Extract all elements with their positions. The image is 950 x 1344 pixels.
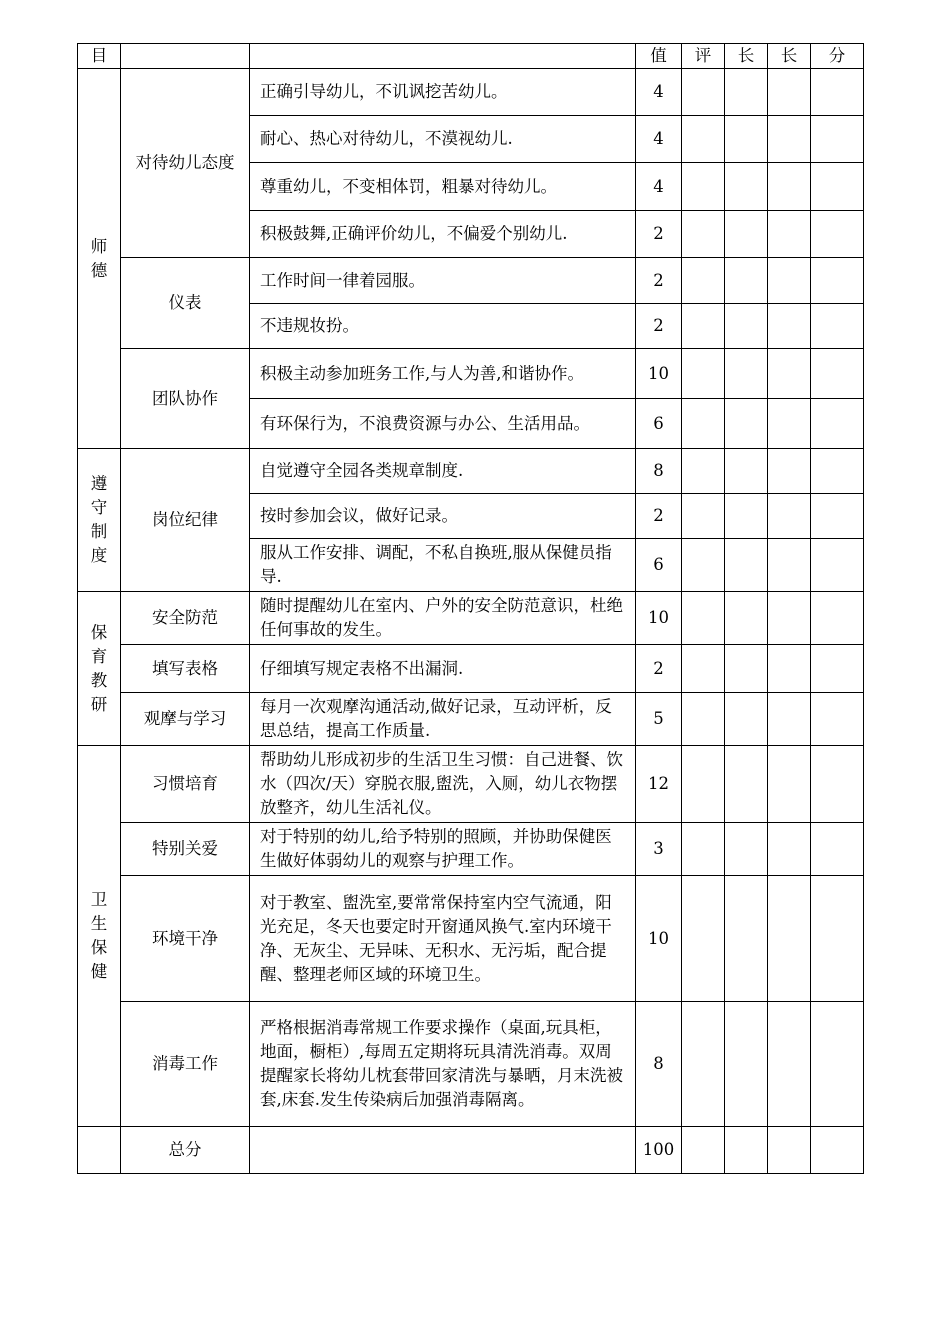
self-eval-cell[interactable]	[682, 211, 725, 258]
score-cell: 3	[636, 823, 682, 876]
leader-eval-cell[interactable]	[725, 163, 768, 211]
self-eval-cell[interactable]	[682, 1002, 725, 1127]
self-eval-cell[interactable]	[682, 693, 725, 746]
criteria-cell: 对于教室、盥洗室,要常常保持室内空气流通，阳光充足，冬天也要定时开窗通风换气.室内环境干净、无灰尘、无异味、无积水、无污垢，配合提醒、整理老师区域的环境卫生。	[250, 876, 636, 1002]
criteria-cell: 每月一次观摩沟通活动,做好记录，互动评析，反思总结，提高工作质量.	[250, 693, 636, 746]
self-eval-cell[interactable]	[682, 1127, 725, 1174]
final-score-cell[interactable]	[811, 349, 864, 399]
self-eval-cell[interactable]	[682, 258, 725, 304]
criteria-cell: 对于特别的幼儿,给予特别的照顾，并协助保健医生做好体弱幼儿的观察与护理工作。	[250, 823, 636, 876]
criteria-cell: 随时提醒幼儿在室内、户外的安全防范意识，杜绝任何事故的发生。	[250, 592, 636, 645]
table-row	[78, 645, 864, 693]
final-score-cell[interactable]	[811, 116, 864, 163]
final-score-cell[interactable]	[811, 823, 864, 876]
table-row	[78, 1002, 864, 1127]
leader-eval-cell[interactable]	[725, 693, 768, 746]
score-cell: 2	[636, 258, 682, 304]
director-eval-cell[interactable]	[768, 163, 811, 211]
subcategory-cell: 对待幼儿态度	[121, 69, 250, 258]
score-cell: 4	[636, 116, 682, 163]
director-eval-cell[interactable]	[768, 1127, 811, 1174]
table-row	[78, 693, 864, 746]
subcategory-cell: 环境干净	[121, 876, 250, 1002]
self-eval-cell[interactable]	[682, 494, 725, 539]
director-eval-cell[interactable]	[768, 693, 811, 746]
criteria-cell: 严格根据消毒常规工作要求操作（桌面,玩具柜，地面，橱柜）,每周五定期将玩具清洗消毒。双周提醒家长将幼儿枕套带回家清洗与暴晒，月末洗被套,床套.发生传染病后加强消毒隔离。	[250, 1002, 636, 1127]
director-eval-cell[interactable]	[768, 304, 811, 349]
director-eval-cell[interactable]	[768, 592, 811, 645]
table-row	[78, 69, 864, 116]
subcategory-cell: 习惯培育	[121, 746, 250, 823]
leader-eval-cell[interactable]	[725, 539, 768, 592]
score-cell: 10	[636, 592, 682, 645]
final-score-cell[interactable]	[811, 592, 864, 645]
table-row	[78, 449, 864, 494]
final-score-cell[interactable]	[811, 211, 864, 258]
director-eval-cell[interactable]	[768, 211, 811, 258]
total-label: 总分	[121, 1127, 250, 1174]
header-row	[78, 44, 864, 69]
criteria-cell: 工作时间一律着园服。	[250, 258, 636, 304]
director-eval-cell[interactable]	[768, 449, 811, 494]
total-blank-cell	[78, 1127, 121, 1174]
final-score-cell[interactable]	[811, 449, 864, 494]
final-score-cell[interactable]	[811, 163, 864, 211]
criteria-cell: 积极鼓舞,正确评价幼儿，不偏爱个别幼儿.	[250, 211, 636, 258]
category-cell: 保育教研	[78, 592, 121, 746]
criteria-cell: 自觉遵守全园各类规章制度.	[250, 449, 636, 494]
score-cell: 4	[636, 163, 682, 211]
subcategory-cell: 安全防范	[121, 592, 250, 645]
score-cell: 6	[636, 539, 682, 592]
final-score-cell[interactable]	[811, 304, 864, 349]
leader-eval-cell[interactable]	[725, 823, 768, 876]
director-eval-cell[interactable]	[768, 823, 811, 876]
leader-eval-cell[interactable]	[725, 645, 768, 693]
category-cell: 师德	[78, 69, 121, 449]
score-cell: 8	[636, 1002, 682, 1127]
final-score-cell[interactable]	[811, 645, 864, 693]
score-cell: 10	[636, 876, 682, 1002]
director-eval-cell[interactable]	[768, 494, 811, 539]
score-cell: 10	[636, 349, 682, 399]
header-sub-col	[121, 44, 250, 69]
score-cell: 6	[636, 399, 682, 449]
self-eval-cell[interactable]	[682, 349, 725, 399]
subcategory-cell: 填写表格	[121, 645, 250, 693]
header-score-col: 值	[636, 44, 682, 69]
header-leader-col: 长	[725, 44, 768, 69]
leader-eval-cell[interactable]	[725, 69, 768, 116]
self-eval-cell[interactable]	[682, 876, 725, 1002]
final-score-cell[interactable]	[811, 69, 864, 116]
score-cell: 8	[636, 449, 682, 494]
leader-eval-cell[interactable]	[725, 211, 768, 258]
leader-eval-cell[interactable]	[725, 304, 768, 349]
director-eval-cell[interactable]	[768, 539, 811, 592]
final-score-cell[interactable]	[811, 693, 864, 746]
score-cell: 5	[636, 693, 682, 746]
category-cell: 遵守制度	[78, 449, 121, 592]
total-blank-criteria-cell	[250, 1127, 636, 1174]
criteria-cell: 有环保行为，不浪费资源与办公、生活用品。	[250, 399, 636, 449]
self-eval-cell[interactable]	[682, 304, 725, 349]
header-content-col	[250, 44, 636, 69]
final-score-cell[interactable]	[811, 1002, 864, 1127]
table-row	[78, 746, 864, 823]
table-row	[78, 592, 864, 645]
final-score-cell[interactable]	[811, 399, 864, 449]
criteria-cell: 不违规妆扮。	[250, 304, 636, 349]
director-eval-cell[interactable]	[768, 1002, 811, 1127]
score-cell: 12	[636, 746, 682, 823]
director-eval-cell[interactable]	[768, 69, 811, 116]
criteria-cell: 服从工作安排、调配，不私自换班,服从保健员指导.	[250, 539, 636, 592]
self-eval-cell[interactable]	[682, 746, 725, 823]
criteria-cell: 耐心、热心对待幼儿，不漠视幼儿.	[250, 116, 636, 163]
final-score-cell[interactable]	[811, 1127, 864, 1174]
table-row	[78, 258, 864, 304]
director-eval-cell[interactable]	[768, 746, 811, 823]
header-item-col: 目	[78, 44, 121, 69]
leader-eval-cell[interactable]	[725, 449, 768, 494]
leader-eval-cell[interactable]	[725, 592, 768, 645]
category-cell: 卫生保健	[78, 746, 121, 1127]
self-eval-cell[interactable]	[682, 116, 725, 163]
final-score-cell[interactable]	[811, 876, 864, 1002]
header-final-col: 分	[811, 44, 864, 69]
self-eval-cell[interactable]	[682, 823, 725, 876]
director-eval-cell[interactable]	[768, 116, 811, 163]
criteria-cell: 正确引导幼儿，不讥讽挖苦幼儿。	[250, 69, 636, 116]
final-score-cell[interactable]	[811, 258, 864, 304]
director-eval-cell[interactable]	[768, 645, 811, 693]
subcategory-cell: 消毒工作	[121, 1002, 250, 1127]
total-row	[78, 1127, 864, 1174]
table-row	[78, 349, 864, 399]
self-eval-cell[interactable]	[682, 163, 725, 211]
score-cell: 4	[636, 69, 682, 116]
criteria-cell: 按时参加会议，做好记录。	[250, 494, 636, 539]
subcategory-cell: 岗位纪律	[121, 449, 250, 592]
header-self-eval-col: 评	[682, 44, 725, 69]
criteria-cell: 尊重幼儿，不变相体罚，粗暴对待幼儿。	[250, 163, 636, 211]
leader-eval-cell[interactable]	[725, 399, 768, 449]
leader-eval-cell[interactable]	[725, 746, 768, 823]
evaluation-table	[77, 43, 864, 1174]
self-eval-cell[interactable]	[682, 645, 725, 693]
table-row	[78, 823, 864, 876]
director-eval-cell[interactable]	[768, 258, 811, 304]
director-eval-cell[interactable]	[768, 876, 811, 1002]
leader-eval-cell[interactable]	[725, 876, 768, 1002]
self-eval-cell[interactable]	[682, 592, 725, 645]
header-director-col: 长	[768, 44, 811, 69]
score-cell: 2	[636, 645, 682, 693]
leader-eval-cell[interactable]	[725, 1002, 768, 1127]
director-eval-cell[interactable]	[768, 349, 811, 399]
score-cell: 2	[636, 304, 682, 349]
final-score-cell[interactable]	[811, 746, 864, 823]
leader-eval-cell[interactable]	[725, 116, 768, 163]
subcategory-cell: 观摩与学习	[121, 693, 250, 746]
self-eval-cell[interactable]	[682, 399, 725, 449]
subcategory-cell: 特别关爱	[121, 823, 250, 876]
subcategory-cell: 仪表	[121, 258, 250, 349]
subcategory-cell: 团队协作	[121, 349, 250, 449]
score-cell: 2	[636, 494, 682, 539]
total-score: 100	[636, 1127, 682, 1174]
self-eval-cell[interactable]	[682, 69, 725, 116]
final-score-cell[interactable]	[811, 539, 864, 592]
criteria-cell: 仔细填写规定表格不出漏洞.	[250, 645, 636, 693]
self-eval-cell[interactable]	[682, 539, 725, 592]
criteria-cell: 帮助幼儿形成初步的生活卫生习惯：自己进餐、饮水（四次/天）穿脱衣服,盥洗，入厕，幼儿衣物摆放整齐，幼儿生活礼仪。	[250, 746, 636, 823]
leader-eval-cell[interactable]	[725, 349, 768, 399]
criteria-cell: 积极主动参加班务工作,与人为善,和谐协作。	[250, 349, 636, 399]
final-score-cell[interactable]	[811, 494, 864, 539]
score-cell: 2	[636, 211, 682, 258]
leader-eval-cell[interactable]	[725, 258, 768, 304]
director-eval-cell[interactable]	[768, 399, 811, 449]
leader-eval-cell[interactable]	[725, 1127, 768, 1174]
leader-eval-cell[interactable]	[725, 494, 768, 539]
self-eval-cell[interactable]	[682, 449, 725, 494]
table-row	[78, 876, 864, 1002]
